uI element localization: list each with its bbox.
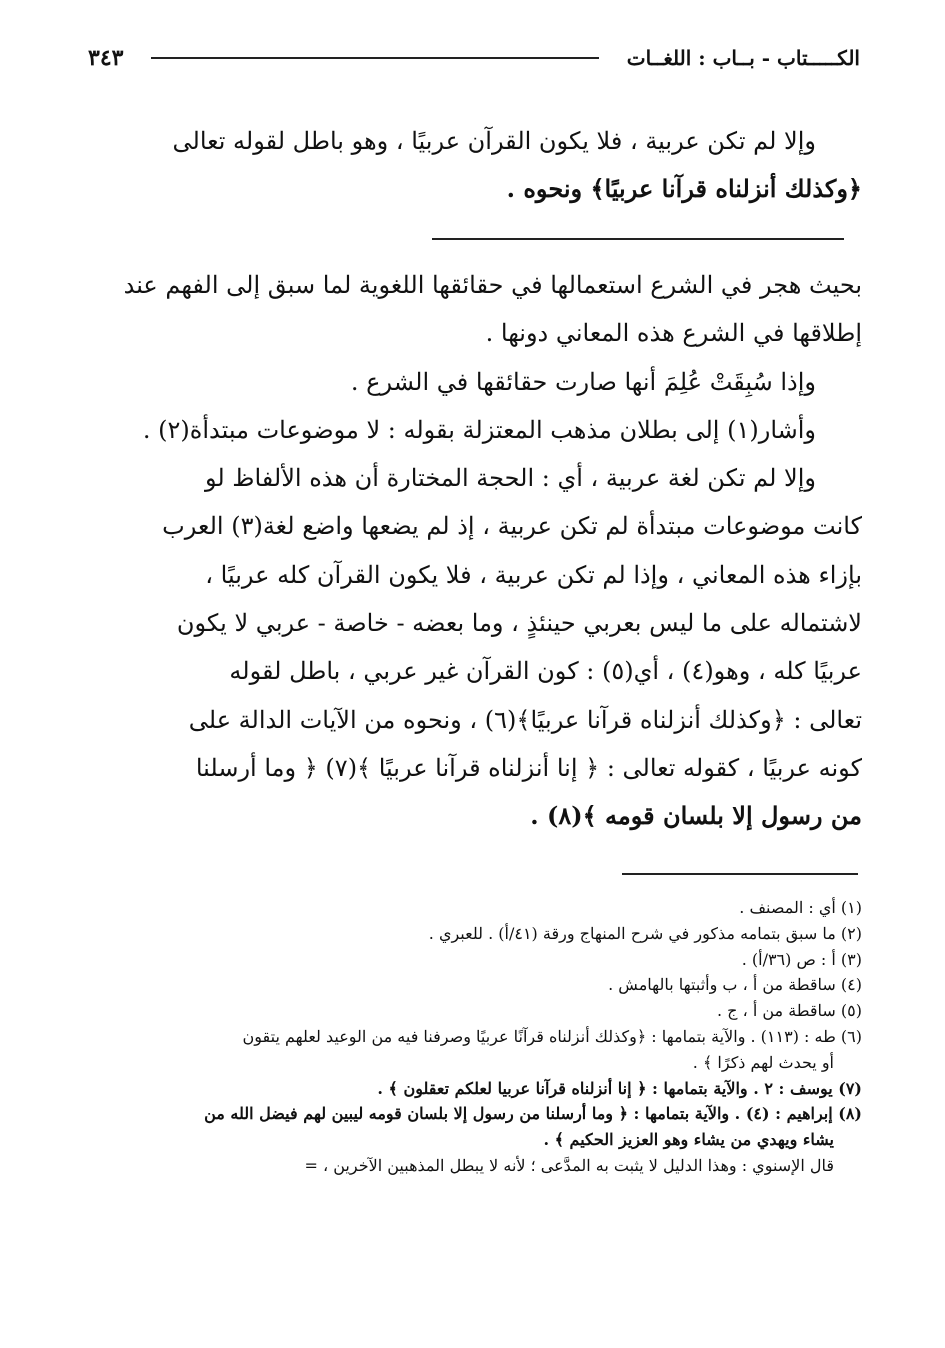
footnotes xyxy=(96,895,862,1179)
text-line: بإزاء هذه المعاني ، وإذا لم تكن عربية ، فلا يكون القرآن كله عربيًا ، xyxy=(205,560,862,589)
text-line: لاشتماله على ما ليس بعربي حينئذٍ ، وما بعضه - خاصة - عربي لا يكون xyxy=(176,609,862,638)
footnote-continuation: أو يحدث لهم ذكرًا ﴾ . xyxy=(692,1052,834,1072)
text-line: وإذا سُبِقَتْ عُلِمَ أنها صارت حقائقها في الشرع . xyxy=(350,367,816,396)
matn-text xyxy=(96,117,862,214)
text-line: عربيًا كله ، وهو(٤) ، أي(٥) : كون القرآن غير عربي ، باطل لقوله xyxy=(229,657,862,686)
text-line: كانت موضوعات مبتدأة لم تكن عربية ، إذ لم يضعها واضع لغة(٣) العرب xyxy=(162,512,862,541)
commentary-text xyxy=(96,261,862,841)
footnote: (١) أي : المصنف . xyxy=(739,898,862,917)
text-line: وإلا لم تكن عربية ، فلا يكون القرآن عربيًا ، وهو باطل لقوله تعالى xyxy=(172,127,816,155)
text-line: بحيث هجر في الشرع استعمالها في حقائقها اللغوية لما سبق إلى الفهم عند xyxy=(123,271,862,299)
page-number: ٣٤٣ xyxy=(88,45,124,71)
footnote: (٥) ساقطة من أ ، ج . xyxy=(716,1001,862,1021)
footnote: (٧) يوسف : ٢ . والآية بتمامها : ﴿ إنا أنزلناه قرآنا عربيا لعلكم تعقلون ﴾ . xyxy=(377,1078,862,1098)
running-title: الكـــــتاب - بــاب : اللغــات xyxy=(626,46,860,70)
text-line: وإلا لم تكن لغة عربية ، أي : الحجة المختارة أن هذه الألفاظ لو xyxy=(204,464,816,493)
footnote: (٨) إبراهيم : (٤) . والآية بتمامها : ﴿ وما أرسلنا من رسول إلا بلسان قومه ليبين لهم فيضل الله من xyxy=(204,1104,862,1124)
text-line: كونه عربيًا ، كقوله تعالى : ﴿ إنا أنزلناه قرآنا عربيًا ﴾(٧) ﴿ وما أرسلنا xyxy=(195,753,862,782)
page-header xyxy=(88,40,860,76)
footnote: (٣) أ : ص (٣٦/أ) . xyxy=(741,949,862,969)
text-line: ﴿وكذلك أنزلناه قرآنا عربيًا﴾ ونحوه . xyxy=(506,174,862,204)
text-line: تعالى : ﴿وكذلك أنزلناه قرآنا عربيًا﴾(٦) ، ونحوه من الآيات الدالة على xyxy=(188,705,862,734)
text-line: من رسول إلا بلسان قومه ﴾(٨) . xyxy=(530,801,862,831)
header-rule xyxy=(151,57,598,59)
footnote-divider xyxy=(622,873,858,875)
section-divider xyxy=(432,238,844,240)
footnote-continuation: يشاء ويهدي من يشاء وهو العزيز الحكيم ﴾ . xyxy=(543,1130,834,1150)
footnote: (٢) ما سبق بتمامه مذكور في شرح المنهاج ورقة (٤١/أ) . للعبري . xyxy=(428,923,862,943)
footnote-continuation: قال الإسنوي : وهذا الدليل لا يثبت به المدَّعى ؛ لأنه لا يبطل المذهبين الآخرين ، = xyxy=(304,1155,834,1175)
footnote: (٦) طه : (١١٣) . والآية بتمامها : ﴿وكذلك أنزلناه قرآنًا عربيًا وصرفنا فيه من الوعيد لعلهم يتقون xyxy=(242,1026,862,1046)
text-line: وأشار(١) إلى بطلان مذهب المعتزلة بقوله : لا موضوعات مبتدأة(٢) . xyxy=(142,415,816,444)
text-line: إطلاقها في الشرع هذه المعاني دونها . xyxy=(485,319,862,348)
footnote: (٤) ساقطة من أ ، ب وأثبتها بالهامش . xyxy=(608,975,862,995)
